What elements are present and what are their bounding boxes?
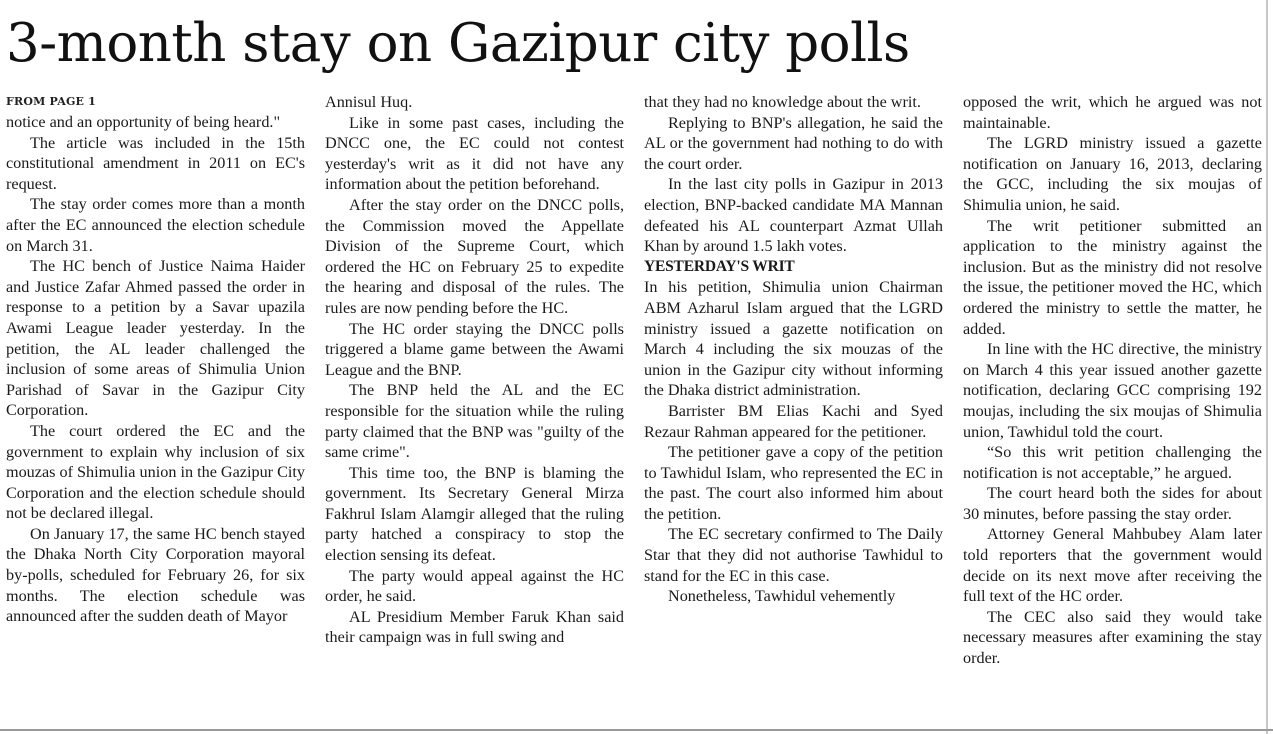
paragraph: The CEC also said they would take necessary measures after examining the stay order. [963,607,1262,668]
paragraph: The LGRD ministry issued a gazette notification on January 16, 2013, declaring the GCC, including the six moujas of Shimulia union, he said. [963,134,1262,214]
paragraph: Barrister BM Elias Kachi and Syed Rezaur Rahman appeared for the petitioner. [644,401,943,441]
paragraph: The writ petitioner submitted an application to the ministry against the inclusion. But as the ministry did not resolve the issue, the petitioner moved the HC, which ordered the ministry to settle the matter, he added. [963,216,1262,338]
paragraph: that they had no knowledge about the writ. [644,93,921,111]
paragraph: Annisul Huq. [325,93,413,111]
headline: 3-month stay on Gazipur city polls [6,13,910,74]
clipping-edge-rule [1266,0,1268,734]
paragraph: Replying to BNP's allegation, he said the AL or the government had nothing to do with the court order. [644,113,943,173]
paragraph: The court heard both the sides for about 30 minutes, before passing the stay order. [963,484,1262,523]
article-column-2 [325,92,624,716]
paragraph: The court ordered the EC and the government to explain why inclusion of six mouzas of Shimulia union in the Gazipur City Corporation and the election schedule should not be declared illegal. [6,421,305,523]
paragraph: opposed the writ, which he argued was not maintainable. [963,93,1262,132]
paragraph: In his petition, Shimulia union Chairman ABM Azharul Islam argued that the LGRD ministry issued a gazette notification on March 4 including the six mouzas of the union in the Gazipur city without informing the Dhaka district administration. [644,278,943,400]
paragraph: On January 17, the same HC bench stayed the Dhaka North City Corporation mayoral by-polls, scheduled for February 26, for six months. The election schedule was announced after the sudden death of Mayor [6,524,305,626]
paragraph: The article was included in the 15th constitutional amendment in 2011 on EC's request. [6,133,305,193]
section-subhead: YESTERDAY'S WRIT [644,257,795,275]
paragraph: Nonetheless, Tawhidul vehemently [668,587,896,606]
paragraph: The HC bench of Justice Naima Haider and Justice Zafar Ahmed passed the order in response to a petition by a Savar upazila Awami League leader yesterday. In the petition, the AL leader challenged the inclusion of some areas of Shimulia Union Parishad of Savar in the Gazipur City Corporation. [6,257,305,420]
page-jump-label: FROM PAGE 1 [6,95,97,108]
clipping-bottom-rule [0,729,1273,731]
paragraph: “So this writ petition challenging the notification is not acceptable,” he argued. [963,443,1262,482]
paragraph: The stay order comes more than a month after the EC announced the election schedule on March 31. [6,195,305,255]
paragraph: The HC order staying the DNCC polls triggered a blame game between the Awami League and the BNP. [325,319,624,379]
paragraph: The petitioner gave a copy of the petition to Tawhidul Islam, who represented the EC in the past. The court also informed him about the petition. [644,443,943,523]
article-column-3 [644,92,943,716]
paragraph: The EC secretary confirmed to The Daily Star that they did not authorise Tawhidul to stand for the EC in this case. [644,525,943,585]
paragraph: In the last city polls in Gazipur in 2013 election, BNP-backed candidate MA Mannan defeated his AL counterpart Azmat Ullah Khan by around 1.5 lakh votes. [644,175,943,256]
paragraph: Attorney General Mahbubey Alam later told reporters that the government would decide on its next move after receiving the full text of the HC order. [963,525,1262,606]
paragraph: After the stay order on the DNCC polls, the Commission moved the Appellate Division of the Supreme Court, which ordered the HC on February 25 to expedite the hearing and disposal of the rules. The rules are now pending before the HC. [325,195,624,317]
paragraph: The BNP held the AL and the EC responsible for the situation while the ruling party claimed that the BNP was "guilty of the same crime". [325,381,624,462]
paragraph: Like in some past cases, including the DNCC one, the EC could not contest yesterday's writ as it did not have any information about the petition beforehand. [325,113,624,194]
paragraph: This time too, the BNP is blaming the government. Its Secretary General Mirza Fakhrul Islam Alamgir alleged that the ruling party hatched a conspiracy to stop the election sensing its defeat. [325,463,624,565]
article-column-1 [6,112,305,716]
article-column-4 [963,92,1262,716]
paragraph: AL Presidium Member Faruk Khan said their campaign was in full swing and [325,607,624,647]
paragraph: The party would appeal against the HC order, he said. [325,566,624,606]
paragraph: In line with the HC directive, the ministry on March 4 this year issued another gazette notification, declaring GCC comprising 192 moujas, including the six moujas of Shimulia union, Tawhidul told the court. [963,340,1262,441]
paragraph: notice and an opportunity of being heard." [6,113,281,131]
